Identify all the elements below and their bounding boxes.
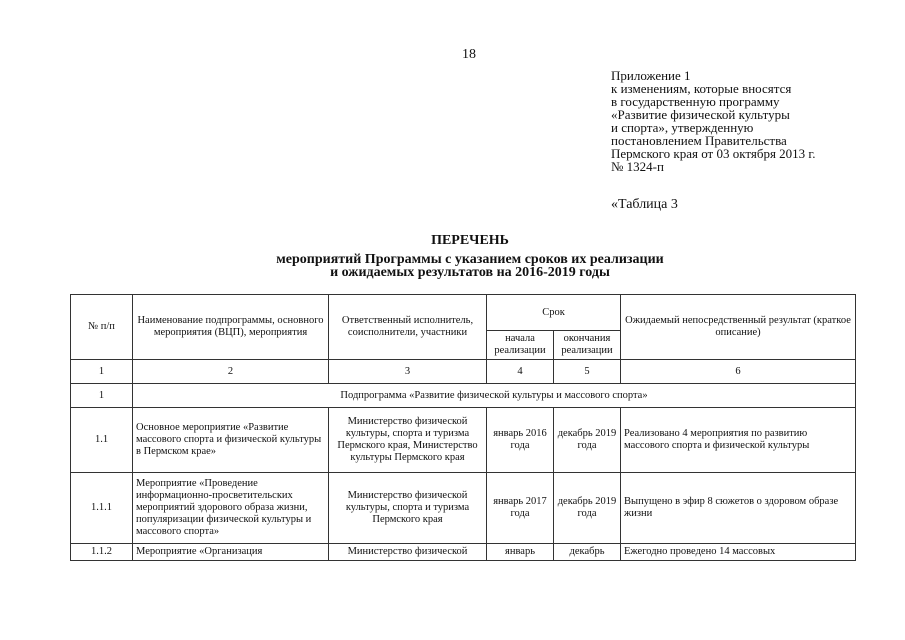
appendix-line: «Развитие физической культуры xyxy=(611,107,790,122)
column-number: 3 xyxy=(329,360,487,384)
header-responsible: Ответственный исполнитель, соисполнители, участники xyxy=(329,295,487,360)
subprogram-num: 1 xyxy=(71,384,133,408)
appendix-line: в государственную программу xyxy=(611,94,780,109)
table-row xyxy=(71,473,856,544)
row-name: Мероприятие «Проведение информационно-просветительских мероприятий здорового образа жизни, популяризации физической культуры и массового спорта» xyxy=(133,473,329,544)
column-number: 1 xyxy=(71,360,133,384)
row-num: 1.1 xyxy=(71,408,133,473)
row-end: декабрь xyxy=(554,544,621,561)
subprogram-row xyxy=(71,384,856,408)
row-result: Выпущено в эфир 8 сюжетов о здоровом образе жизни xyxy=(621,473,856,544)
row-responsible: Министерство физической культуры, спорта и туризма Пермского края xyxy=(329,473,487,544)
column-number: 6 xyxy=(621,360,856,384)
header-name: Наименование подпрограммы, основного мероприятия (ВЦП), мероприятия xyxy=(133,295,329,360)
header-term: Срок xyxy=(487,295,621,331)
header-end: окончания реализации xyxy=(554,331,621,360)
table-label: «Таблица 3 xyxy=(611,197,678,212)
row-result: Ежегодно проведено 14 массовых xyxy=(621,544,856,561)
column-number: 5 xyxy=(554,360,621,384)
column-number: 4 xyxy=(487,360,554,384)
table-row xyxy=(71,544,856,561)
row-num: 1.1.2 xyxy=(71,544,133,561)
appendix-note xyxy=(611,69,816,173)
header-start: начала реализации xyxy=(487,331,554,360)
row-name: Мероприятие «Организация xyxy=(133,544,329,561)
subprogram-title: Подпрограмма «Развитие физической культуры и массового спорта» xyxy=(133,384,856,408)
row-result: Реализовано 4 мероприятия по развитию массового спорта и физической культуры xyxy=(621,408,856,473)
appendix-line: Пермского края от 03 октября 2013 г. xyxy=(611,146,816,161)
row-start: январь 2016 года xyxy=(487,408,554,473)
subheading-line: мероприятий Программы с указанием сроков их реализации xyxy=(276,252,664,267)
appendix-line: № 1324-п xyxy=(611,159,664,174)
subheading-line: и ожидаемых результатов на 2016-2019 годы xyxy=(330,265,610,280)
appendix-line: постановлением Правительства xyxy=(611,133,787,148)
appendix-line: к изменениям, которые вносятся xyxy=(611,81,792,96)
events-table xyxy=(70,294,856,561)
row-start: январь 2017 года xyxy=(487,473,554,544)
row-responsible: Министерство физической культуры, спорта и туризма Пермского края, Министерство культуры Пермского края xyxy=(329,408,487,473)
page-number: 18 xyxy=(462,47,476,62)
header-num: № п/п xyxy=(71,295,133,360)
appendix-line: Приложение 1 xyxy=(611,68,691,83)
row-end: декабрь 2019 года xyxy=(554,408,621,473)
row-start: январь xyxy=(487,544,554,561)
table-row xyxy=(71,408,856,473)
document-subheading xyxy=(0,253,905,279)
row-name: Основное мероприятие «Развитие массового спорта и физической культуры в Пермском крае» xyxy=(133,408,329,473)
row-responsible: Министерство физической xyxy=(329,544,487,561)
row-end: декабрь 2019 года xyxy=(554,473,621,544)
document-heading: ПЕРЕЧЕНЬ xyxy=(431,233,509,248)
column-number: 2 xyxy=(133,360,329,384)
appendix-line: и спорта», утвержденную xyxy=(611,120,754,135)
row-num: 1.1.1 xyxy=(71,473,133,544)
table-header-row xyxy=(71,295,856,331)
header-result: Ожидаемый непосредственный результат (краткое описание) xyxy=(621,295,856,360)
column-number-row xyxy=(71,360,856,384)
